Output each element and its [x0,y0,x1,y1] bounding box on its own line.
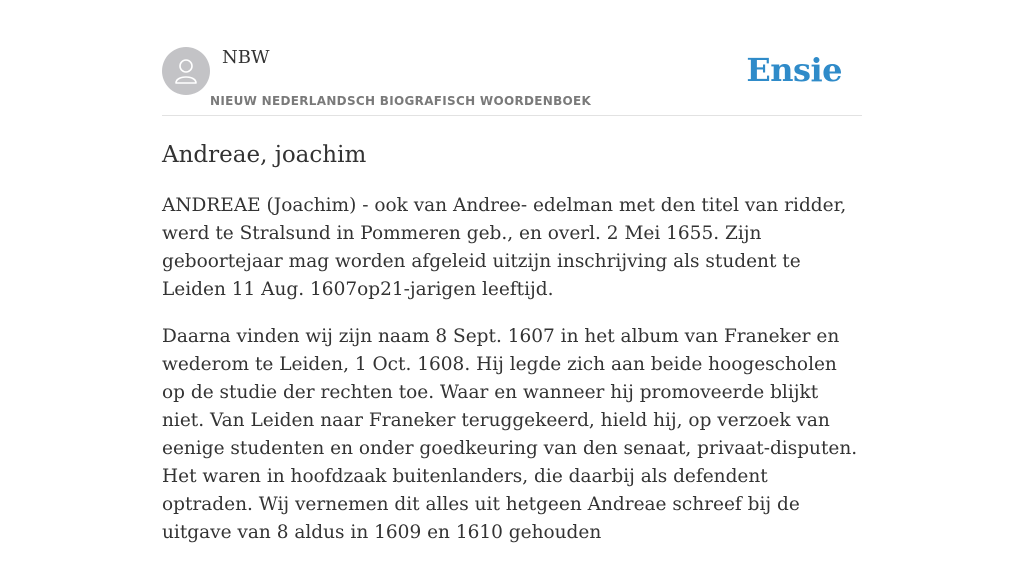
article-title: Andreae, joachim [162,142,367,168]
avatar[interactable] [162,47,210,95]
user-icon [171,56,201,86]
article-body [162,192,862,566]
source-header [162,0,862,116]
article-paragraph: ANDREAE (Joachim) - ook van Andree- edelman met den titel van ridder, werd te Stralsund in Pommeren geb., en overl. 2 Mei 1655. Zijn geboortejaar mag worden afgeleid uitzijn inschrijving als student te Leiden 11 Aug. 1607op21-jarigen leeftijd. [162,195,847,300]
article-paragraph: Daarna vinden wij zijn naam 8 Sept. 1607 in het album van Franeker en wederom te Leiden, 1 Oct. 1608. Hij legde zich aan beide hoogescholen op de studie der rechten toe. Waar en wanneer hij promoveerde blijkt niet. Van Leiden naar Franeker teruggekeerd, hield hij, op verzoek van eenige studenten en onder goedkeuring van den senaat, privaat-disputen. Het waren in hoofdzaak buitenlanders, die daarbij als defendent optraden. Wij vernemen dit alles uit hetgeen Andreae schreef bij de uitgave van 8 aldus in 1609 en 1610 gehouden [162,326,858,543]
source-full-name: NIEUW NEDERLANDSCH BIOGRAFISCH WOORDENBOEK [210,94,592,108]
ensie-logo[interactable]: Ensie [746,51,842,89]
source-abbreviation[interactable]: NBW [222,47,270,68]
